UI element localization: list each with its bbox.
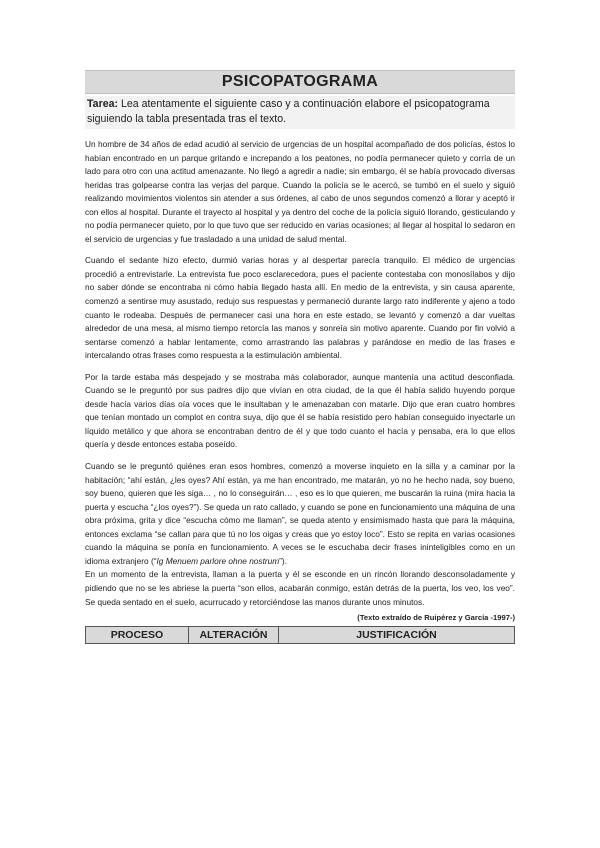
page-title: PSICOPATOGRAMA — [85, 70, 515, 94]
table-header-row — [86, 627, 515, 644]
header-alteracion: ALTERACIÓN — [188, 627, 278, 644]
paragraph-4-text: Cuando se le preguntó quiénes eran esos hombres, comenzó a moverse inquieto en la silla y a caminar por la habitación; “ahí están, ¿les oyes? Ahí están, ya me han encontrado, me matarán, yo no he hecho nada, soy bueno, soy bueno, quieren que les siga… , no lo conseguirán… , eso es lo que quieren, me buscarán la ruina (mira hacia la puerta y escucha “¿los oyes?”). Se queda un rato callado, y cuando se pone en funcionamiento una máquina de una obra próxima, grita y dice “escucha cómo me llaman”, se queda atento y ensimismado hasta que para la máquina, entonces exclama “se callan para que tú no los oigas y creas que yo estoy loco”. Esto se repita en varias ocasiones cuando la máquina se ponía en funcionamiento. A veces se le escuchaba decir frases ininteligibles como en un idioma extranjero (“ — [85, 461, 515, 566]
header-proceso: PROCESO — [86, 627, 189, 644]
task-label: Tarea: — [87, 98, 119, 110]
case-paragraph-2: Cuando el sedante hizo efecto, durmió varias horas y al despertar parecía tranquilo. El médico de urgencias procedió a entrevistarle. La entrevista fue poco esclarecedora, pues el paciente contestaba con monosílabos y dijo no saber dónde se encontraba ni cómo había llegado hasta allí. En medio de la entrevista, y sin causa aparente, comenzó a sentirse muy asustado, redujo sus respuestas y permaneció durante largo rato indiferente y ajeno a todo cuanto le rodeaba. Después de permanecer casi una hora en este estado, se levantó y comenzó a dar vueltas alrededor de una mesa, al mismo tiempo retorcía las manos y sonreía sin motivo aparente. Cuando por fin volvió a sentarse comenzó a hablar lentamente, como arrastrando las palabras y parándose en medio de las frases e intercalando otras frases como respuesta a la estimulación ambiental. — [85, 255, 515, 361]
header-justificacion: JUSTIFICACIÓN — [279, 627, 515, 644]
document-page — [85, 70, 515, 644]
paragraph-4-end: ”). — [279, 555, 288, 566]
task-instructions — [85, 96, 515, 129]
source-citation: (Texto extraído de Ruipérez y García -1997-) — [357, 613, 515, 623]
psicopatograma-table — [85, 626, 515, 644]
task-text: Lea atentamente el siguiente caso y a continuación elabore el psicopatograma siguiendo la tabla presentada tras el texto. — [87, 98, 490, 125]
case-paragraph-3: Por la tarde estaba más despejado y se mostraba más colaborador, aunque mantenía una actitud desconfiada. Cuando se le preguntó por sus padres dijo que vivían en otra ciudad, de la que él había salido huyendo porque desde hacía varios días oía voces que le insultaban y le amenazaban con matarle. Dijo que eran cuatro hombres que tenían montado un complot en contra suya, dijo que él se había resistido pero habían conseguido inyectarle un líquido metálico y que ahora se encontraban dentro de él y que todo cuanto el hacía y pensaba, era lo que ellos quería y desde entonces estaba poseído. — [85, 371, 515, 450]
case-paragraph-5: En un momento de la entrevista, llaman a la puerta y él se esconde en un rincón llorando desconsoladamente y pidiendo que no se les abriese la puerta “son ellos, acabarán conmigo, están detrás de la puerta, los veo, los veo”. Se queda sentado en el suelo, acurrucado y retorciéndose las manos durante unos minutos. — [85, 569, 515, 607]
case-paragraph-4 — [85, 460, 515, 568]
case-paragraph-1: Un hombre de 34 años de edad acudió al servicio de urgencias de un hospital acompañado de dos policías, éstos lo habían encontrado en un parque gritando e increpando a los peatones, no podía permanecer quieto y corría de un lado para otro con una actitud amenazante. No llegó a agredir a nadie; sin embargo, él se había provocado diversas heridas tras golpearse contra las verjas del parque. Cuando la policía se le acercó, se tumbó en el suelo y siguió realizando movimientos violentos sin atender a sus órdenes, al cabo de unos segundos comenzó a llorar y aceptó ir con ellos al hospital. Durante el trayecto al hospital y ya dentro del coche de la policía siguió llorando, gesticulando y no podía permanecer quieto, por lo que tuvo que ser reducido en varias ocasiones; al llegar al hospital lo sedaron en el servicio de urgencias y fue trasladado a una unidad de salud mental. — [85, 139, 515, 244]
foreign-phrase: Ig Menuem parlore ohne nostrum — [156, 555, 280, 566]
